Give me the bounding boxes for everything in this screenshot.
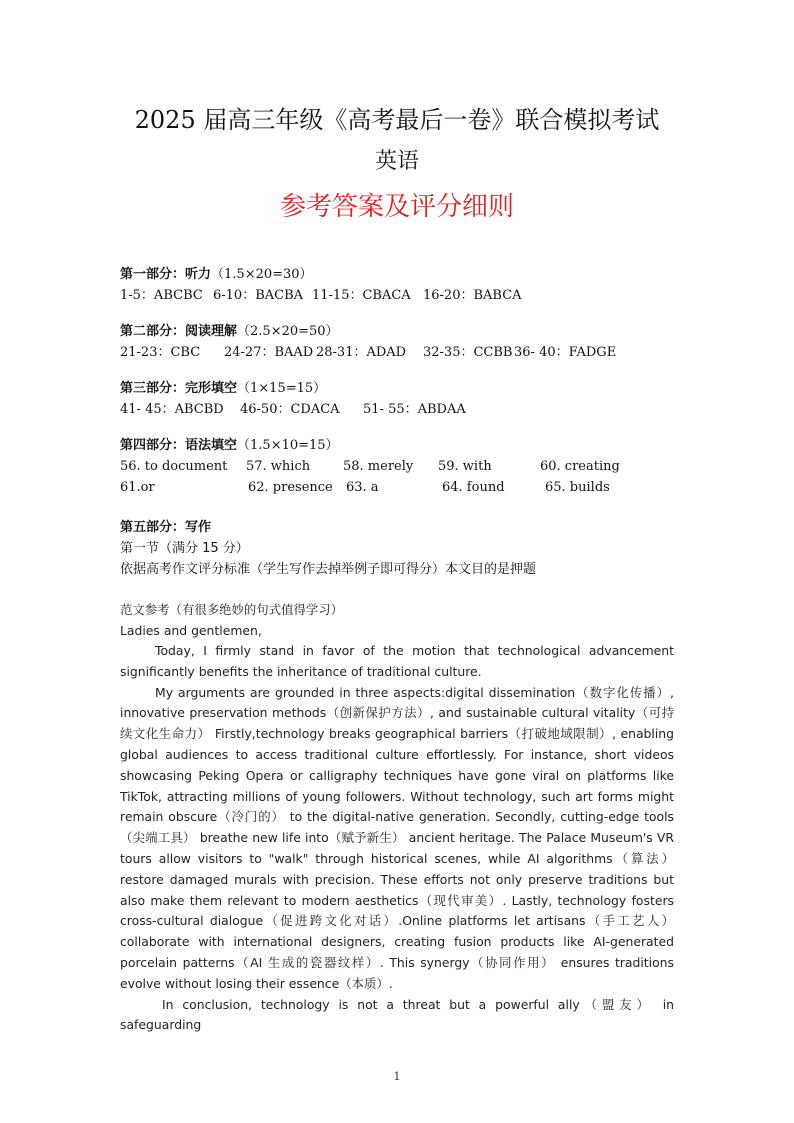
answer-group: 51- 55：ABDAA bbox=[363, 402, 466, 417]
grammar-answer: 65. builds bbox=[545, 480, 610, 495]
part1-title: 第一部分：听力 bbox=[120, 267, 212, 282]
grammar-answer: 59. with bbox=[438, 459, 492, 474]
essay-salutation: Ladies and gentlemen, bbox=[120, 623, 262, 638]
part1-answers bbox=[120, 285, 522, 306]
answer-group: 46-50：CDACA bbox=[240, 402, 340, 417]
part3-score: （1×15=15） bbox=[237, 381, 327, 396]
part2-score: （2.5×20=50） bbox=[237, 324, 339, 339]
part2-title: 第二部分：阅读理解 bbox=[120, 324, 238, 339]
part5-section bbox=[120, 517, 536, 580]
grammar-answer: 62. presence bbox=[248, 480, 333, 495]
part1-section bbox=[120, 264, 522, 306]
answer-key-title: 参考答案及评分细则 bbox=[279, 192, 514, 222]
answer-group: 1-5：ABCBC bbox=[120, 288, 203, 303]
part5-title: 第五部分：写作 bbox=[120, 520, 212, 535]
part3-title: 第三部分：完形填空 bbox=[120, 381, 238, 396]
part4-section bbox=[120, 435, 620, 498]
grammar-answer: 63. a bbox=[346, 480, 379, 495]
essay-paragraph: Today, I firmly stand in favor of the motion that technological advancement significantly benefits the inheritance of traditional culture. bbox=[120, 643, 674, 679]
essay-paragraph: In conclusion, technology is not a threat but a powerful ally（盟友） in safeguarding bbox=[120, 996, 674, 1033]
grammar-answer: 56. to document bbox=[120, 459, 228, 474]
grammar-answer: 61.or bbox=[120, 480, 155, 495]
part4-score: （1.5×10=15） bbox=[237, 438, 339, 453]
grammar-answer: 60. creating bbox=[540, 459, 620, 474]
answer-group: 21-23：CBC bbox=[120, 345, 201, 360]
part3-answers bbox=[120, 399, 466, 420]
part4-row2 bbox=[120, 477, 610, 498]
document-title: 2025 届高三年级《高考最后一卷》联合模拟考试 bbox=[134, 106, 660, 134]
page-number: 1 bbox=[393, 1070, 401, 1083]
answer-group: 41- 45：ABCBD bbox=[120, 402, 224, 417]
essay-paragraph: My arguments are grounded in three aspects:digital dissemination（数字化传播）, innovative preservation methods（创新保护方法）, and sustainable cultural vitality（可持续文化生命力） Firstly,technology breaks geographical barriers（打破地域限制）, enabling global audiences to access traditional culture effortlessly. For instance, short videos showcasing Peking Opera or calligraphy techniques have gone viral on platforms like TikTok, attracting millions of young followers. Without technology, such art forms might remain obscure（冷门的） to the digital-native generation. Secondly, cutting-edge tools（尖端工具） breathe new life into（赋予新生） ancient heritage. The Palace Museum's VR tours allow visitors to "walk" through historical scenes, while AI algorithms（算法） restore damaged murals with precision. These efforts not only preserve traditions but also make them relevant to modern aesthetics（现代审美）. Lastly, technology fosters cross-cultural dialogue（促进跨文化对话）.Online platforms let artisans（手工艺人） collaborate with international designers, creating fusion products like AI-generated porcelain patterns（AI 生成的瓷器纹样）. This synergy（协同作用） ensures traditions evolve without losing their essence（本质）. bbox=[120, 684, 674, 991]
grammar-answer: 58. merely bbox=[343, 459, 414, 474]
sample-essay bbox=[120, 599, 674, 1036]
answer-group: 16-20：BABCA bbox=[423, 288, 522, 303]
part3-section bbox=[120, 378, 466, 420]
part2-section bbox=[120, 321, 617, 363]
part5-criteria: 依据高考作文评分标准（学生写作去掉举例子即可得分）本文目的是押题 bbox=[120, 562, 537, 577]
answer-group: 36- 40：FADGE bbox=[514, 345, 617, 360]
subject-title: 英语 bbox=[374, 149, 419, 174]
part4-title: 第四部分：语法填空 bbox=[120, 438, 238, 453]
answer-group: 28-31：ADAD bbox=[316, 345, 407, 360]
part2-answers bbox=[120, 342, 617, 363]
essay-heading: 范文参考（有很多绝妙的句式值得学习） bbox=[120, 602, 344, 617]
answer-group: 11-15：CBACA bbox=[312, 288, 411, 303]
part4-row1 bbox=[120, 456, 620, 477]
answer-group: 6-10：BACBA bbox=[213, 288, 304, 303]
answer-group: 32-35：CCBB bbox=[423, 345, 513, 360]
part1-score: （1.5×20=30） bbox=[211, 267, 313, 282]
part5-section-score: 第一节（满分 15 分） bbox=[120, 541, 249, 556]
grammar-answer: 57. which bbox=[246, 459, 311, 474]
grammar-answer: 64. found bbox=[442, 480, 505, 495]
answer-group: 24-27：BAAD bbox=[224, 345, 314, 360]
